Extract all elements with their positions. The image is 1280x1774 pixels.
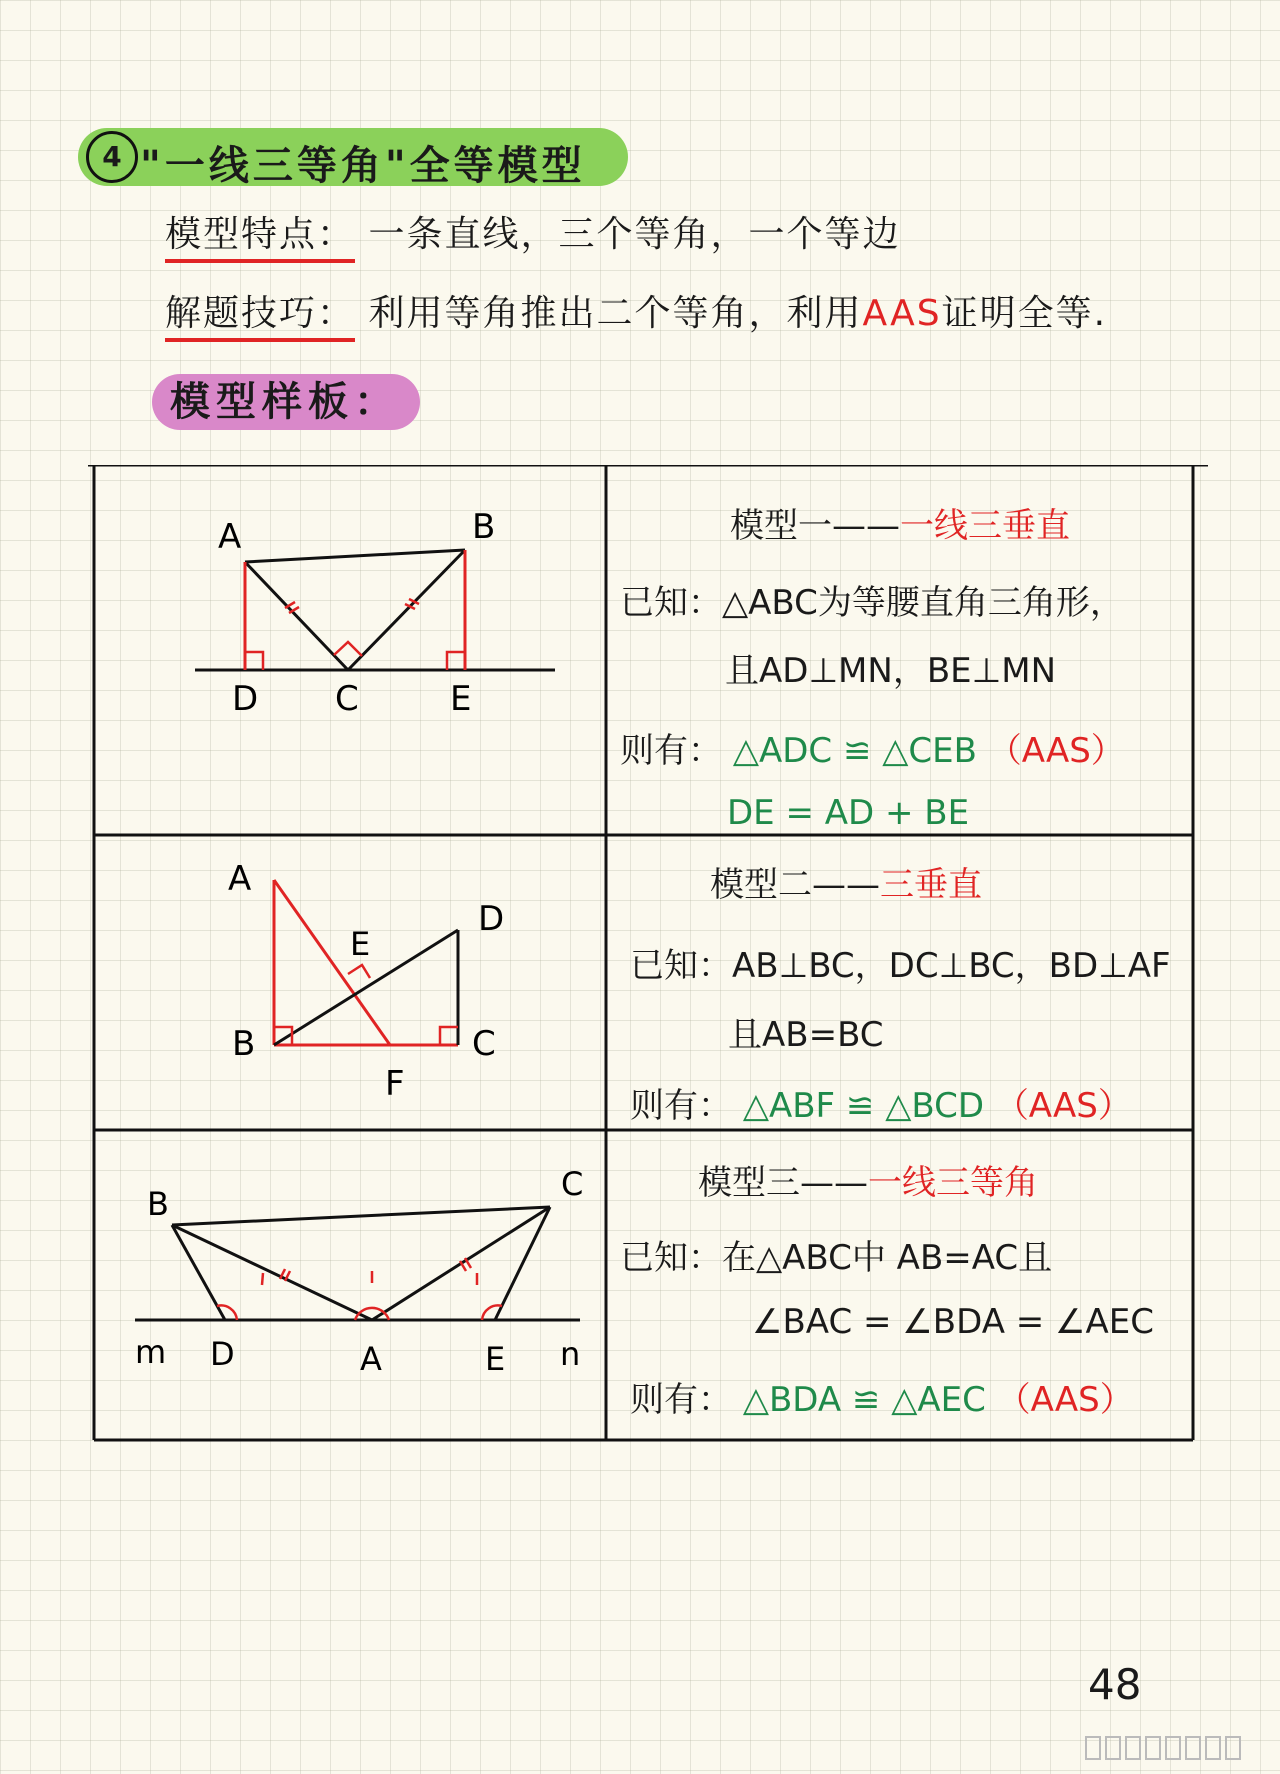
model-3-title	[698, 1155, 1038, 1204]
features-text: 一条直线，三个等角，一个等边	[368, 214, 901, 255]
model-2-result: △ABF ≌ △BCD	[742, 1086, 984, 1126]
model-1-title-highlight: 一线三垂直	[900, 506, 1070, 546]
model-2-title-text: 模型二——	[710, 865, 880, 905]
model-2-reason: （AAS）	[994, 1086, 1132, 1126]
diagram-model-2	[210, 850, 520, 1110]
point-e: E	[450, 679, 472, 719]
point-d: D	[478, 899, 505, 939]
point-a: A	[228, 859, 252, 899]
point-c: C	[472, 1024, 496, 1064]
point-a: A	[360, 1340, 382, 1378]
segment-af	[274, 880, 390, 1045]
model-1-title-text: 模型一——	[730, 506, 900, 546]
model-2-given-1: 已知：AB⊥BC，DC⊥BC，BD⊥AF	[630, 946, 1171, 986]
model-2-title-highlight: 三垂直	[880, 865, 982, 905]
segment-bc	[172, 1207, 550, 1225]
model-1-title	[730, 498, 1070, 547]
features-row	[165, 206, 900, 263]
point-c: C	[335, 679, 359, 719]
model-3-reason: （AAS）	[996, 1380, 1134, 1420]
model-2-given-2: 且AB=BC	[728, 1015, 884, 1055]
page-title: "一线三等角"全等模型	[140, 143, 586, 189]
segment-ba	[172, 1225, 372, 1320]
right-angle-d	[245, 652, 263, 670]
technique-label: 解题技巧：	[165, 285, 355, 342]
right-angle-c	[334, 642, 362, 656]
angle-arc-a	[355, 1308, 389, 1320]
point-b: B	[147, 1185, 169, 1223]
features-label: 模型特点：	[165, 206, 355, 263]
model-1-result-2: DE = AD + BE	[727, 793, 970, 833]
model-3-result-row	[630, 1372, 1134, 1421]
technique-text: 利用等角推出二个等角，利用	[368, 293, 863, 334]
right-angle-e	[447, 652, 465, 670]
segment-ab	[245, 550, 465, 562]
model-1-reason: （AAS）	[987, 731, 1125, 771]
right-angle-e	[348, 965, 370, 978]
point-e: E	[350, 925, 371, 963]
model-3-given-1: 已知：在△ABC中 AB=AC且	[620, 1238, 1053, 1278]
technique-text-end: 证明全等.	[941, 293, 1108, 334]
technique-row	[165, 285, 1107, 342]
model-1-result-label: 则有：	[620, 731, 722, 771]
model-1-result-row	[620, 723, 1125, 772]
point-a: A	[218, 517, 242, 557]
point-m: m	[135, 1333, 167, 1371]
model-3-result: △BDA ≌ △AEC	[742, 1380, 986, 1420]
point-n: n	[560, 1335, 581, 1373]
angle-tick-d	[262, 1273, 263, 1285]
point-e: E	[485, 1340, 506, 1378]
point-b: B	[472, 507, 496, 547]
model-1-given-2: 且AD⊥MN，BE⊥MN	[725, 651, 1057, 691]
model-2-result-row	[630, 1078, 1132, 1127]
point-c: C	[561, 1165, 584, 1203]
section-number: 4	[86, 131, 138, 183]
point-f: F	[385, 1064, 405, 1104]
model-3-result-label: 则有：	[630, 1380, 732, 1420]
model-2-result-label: 则有：	[630, 1086, 732, 1126]
model-3-given-2: ∠BAC = ∠BDA = ∠AEC	[752, 1302, 1155, 1342]
model-3-title-highlight: 一线三等角	[868, 1163, 1038, 1203]
watermark-bars	[1082, 1733, 1272, 1763]
segment-ac	[245, 562, 348, 670]
point-b: B	[232, 1024, 256, 1064]
model-3-title-text: 模型三——	[698, 1163, 868, 1203]
model-1-given-1: 已知：△ABC为等腰直角三角形，	[620, 583, 1124, 623]
point-d: D	[232, 679, 259, 719]
model-2-title	[710, 857, 982, 906]
point-d: D	[210, 1335, 235, 1373]
diagram-model-1	[180, 500, 580, 730]
right-angle-c	[440, 1027, 458, 1045]
sample-label: 模型样板：	[170, 379, 400, 425]
technique-highlight: AAS	[862, 293, 942, 334]
model-1-result: △ADC ≌ △CEB	[732, 731, 977, 771]
page-number: 48	[1088, 1660, 1142, 1709]
diagram-model-3	[125, 1165, 595, 1385]
